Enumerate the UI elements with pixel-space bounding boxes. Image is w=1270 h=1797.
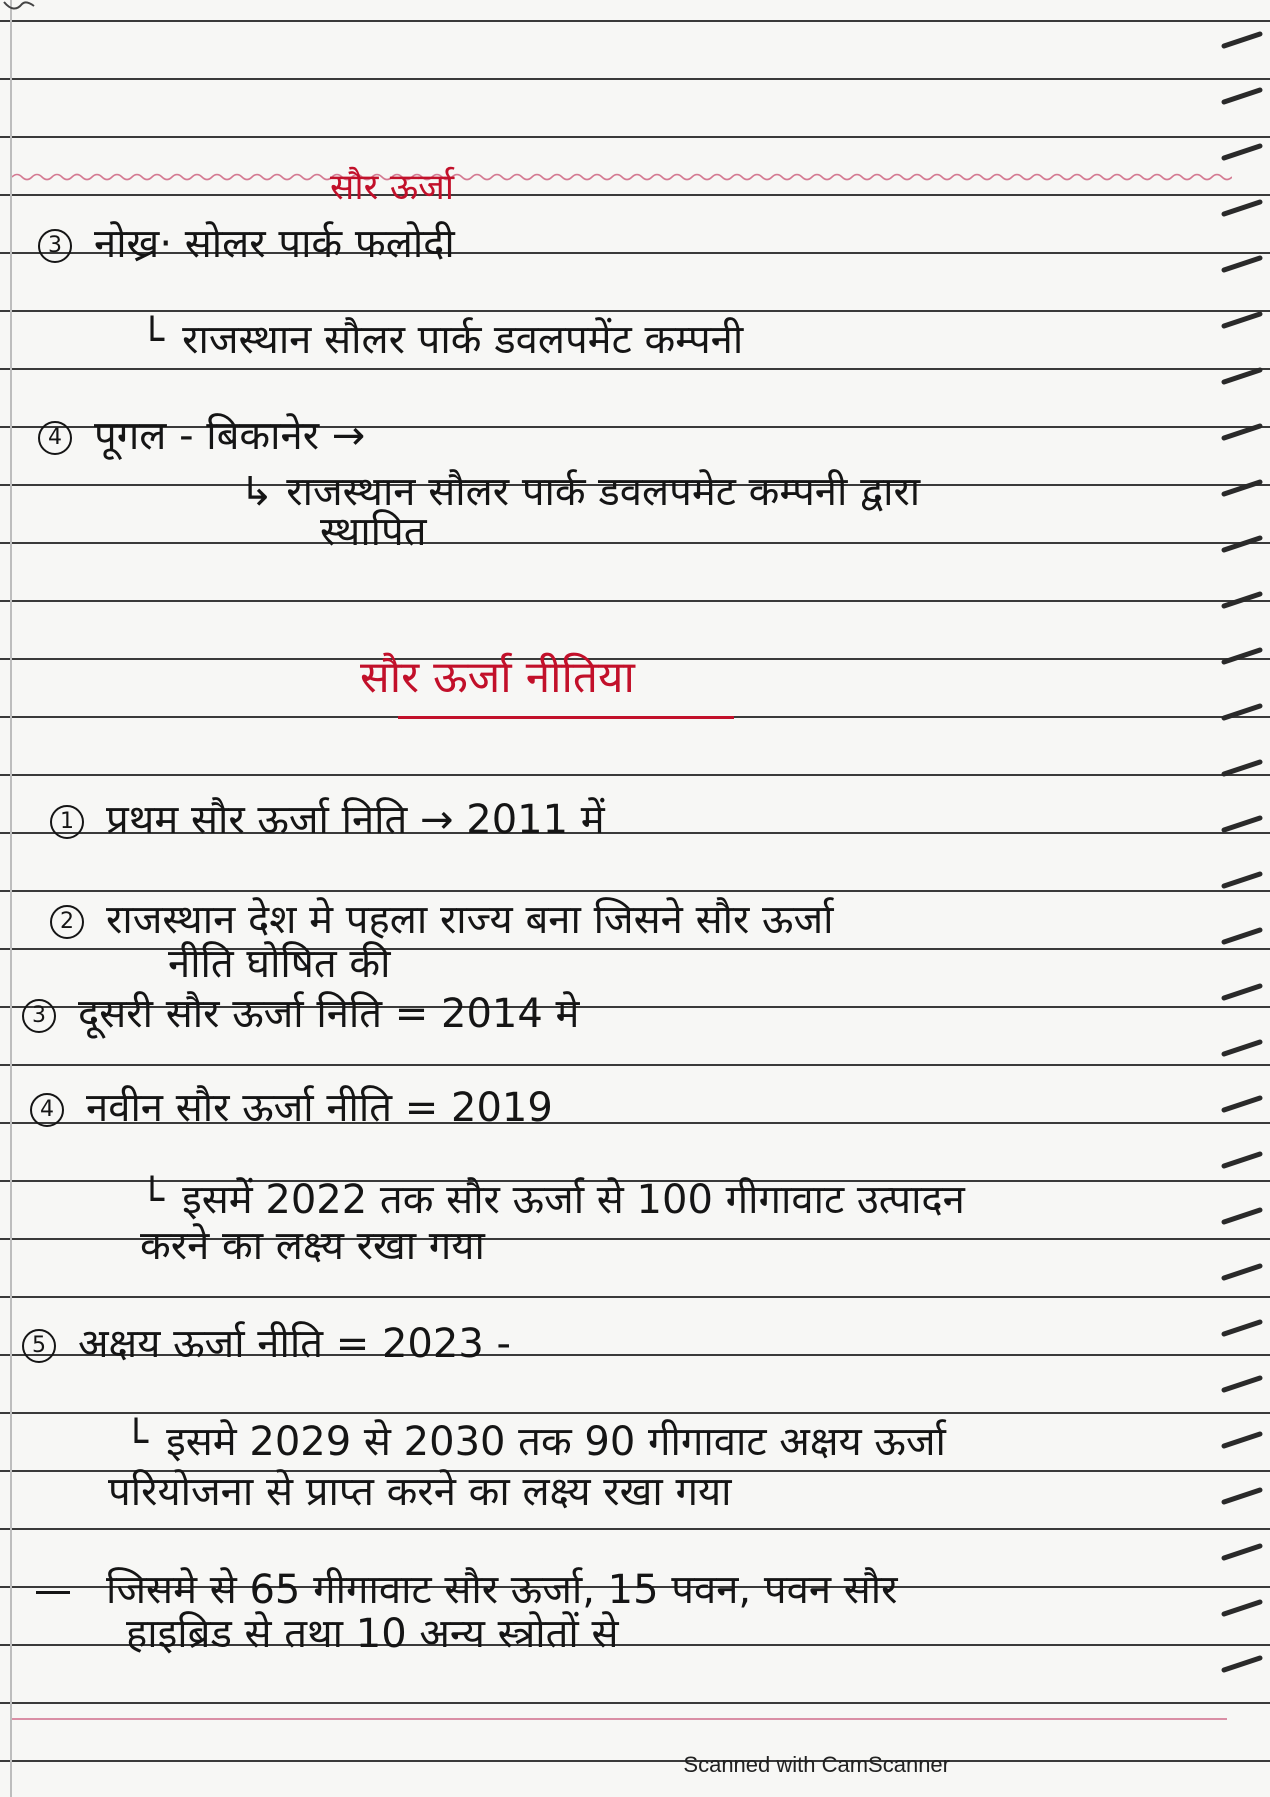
l-arrow-icon: └ bbox=[124, 1419, 149, 1465]
policy-item-5 bbox=[22, 1320, 511, 1368]
sub-text: इसमे 2029 से 2030 तक 90 गीगावाट अक्षय ऊर्जा bbox=[166, 1419, 946, 1465]
item-number: 3 bbox=[38, 229, 72, 263]
item-number: 2 bbox=[50, 905, 84, 939]
scanner-watermark: Scanned with CamScanner bbox=[683, 1752, 950, 1777]
policy-item-4 bbox=[30, 1084, 553, 1132]
policy-item-2-cont: नीति घोषित की bbox=[168, 941, 391, 987]
policy-item-5-sub bbox=[124, 1418, 946, 1466]
policy-item-4-sub bbox=[140, 1176, 965, 1224]
corner-mark bbox=[0, 0, 40, 18]
item-number: 4 bbox=[38, 421, 72, 455]
item-text: दूसरी सौर ऊर्जा निति = 2014 मे bbox=[78, 991, 580, 1037]
list-subitem-cont: स्थापित bbox=[320, 509, 427, 555]
dash-text: जिसमे से 65 गीगावाट सौर ऊर्जा, 15 पवन, पवन सौर bbox=[106, 1567, 898, 1613]
dash-bullet bbox=[36, 1591, 70, 1594]
policy-item-1 bbox=[50, 796, 605, 844]
item-number: 3 bbox=[22, 999, 56, 1033]
l-arrow-icon: └ bbox=[140, 317, 165, 363]
list-item-pugal bbox=[38, 412, 365, 460]
sub-text: इसमें 2022 तक सौर ऊर्जा से 100 गीगावाट उत्पादन bbox=[182, 1177, 965, 1223]
top-heading: सौर ऊर्जा bbox=[330, 167, 455, 208]
item-text: प्रथम सौर ऊर्जा निति → 2011 में bbox=[106, 797, 605, 843]
section-heading: सौर ऊर्जा नीतिया bbox=[360, 652, 635, 703]
share-breakdown bbox=[36, 1566, 898, 1614]
list-subitem bbox=[140, 316, 743, 364]
item-number: 5 bbox=[22, 1329, 56, 1363]
item-text: राजस्थान देश मे पहला राज्य बना जिसने सौर ऊर्जा bbox=[106, 897, 834, 943]
item-text: अक्षय ऊर्जा नीति = 2023 - bbox=[78, 1321, 511, 1367]
policy-item-3 bbox=[22, 990, 579, 1038]
bottom-rule bbox=[12, 1718, 1227, 1720]
l-arrow-icon: └ bbox=[140, 1177, 165, 1223]
item-number: 4 bbox=[30, 1093, 64, 1127]
policy-item-5-cont: परियोजना से प्राप्त करने का लक्ष्य रखा गया bbox=[108, 1469, 732, 1515]
item-number: 1 bbox=[50, 805, 84, 839]
heading-underline bbox=[398, 716, 734, 719]
item-text: नोख्र· सोलर पार्क फलोदी bbox=[94, 221, 455, 267]
share-breakdown-cont: हाइब्रिड से तथा 10 अन्य स्त्रोतों से bbox=[126, 1611, 619, 1657]
margin-line bbox=[10, 0, 12, 1797]
policy-item-2 bbox=[50, 896, 833, 944]
list-subitem: ↳ राजस्थान सौलर पार्क डवलपमेट कम्पनी द्वारा bbox=[240, 469, 921, 515]
spiral-binding bbox=[1216, 20, 1264, 1720]
sub-text: राजस्थान सौलर पार्क डवलपमेंट कम्पनी bbox=[182, 317, 744, 363]
wavy-rule bbox=[12, 172, 1232, 182]
item-text: पूगल - बिकानेर → bbox=[94, 413, 366, 459]
item-text: नवीन सौर ऊर्जा नीति = 2019 bbox=[86, 1085, 553, 1131]
list-item-nokh bbox=[38, 220, 455, 268]
policy-item-4-cont: करने का लक्ष्य रखा गया bbox=[140, 1223, 485, 1269]
